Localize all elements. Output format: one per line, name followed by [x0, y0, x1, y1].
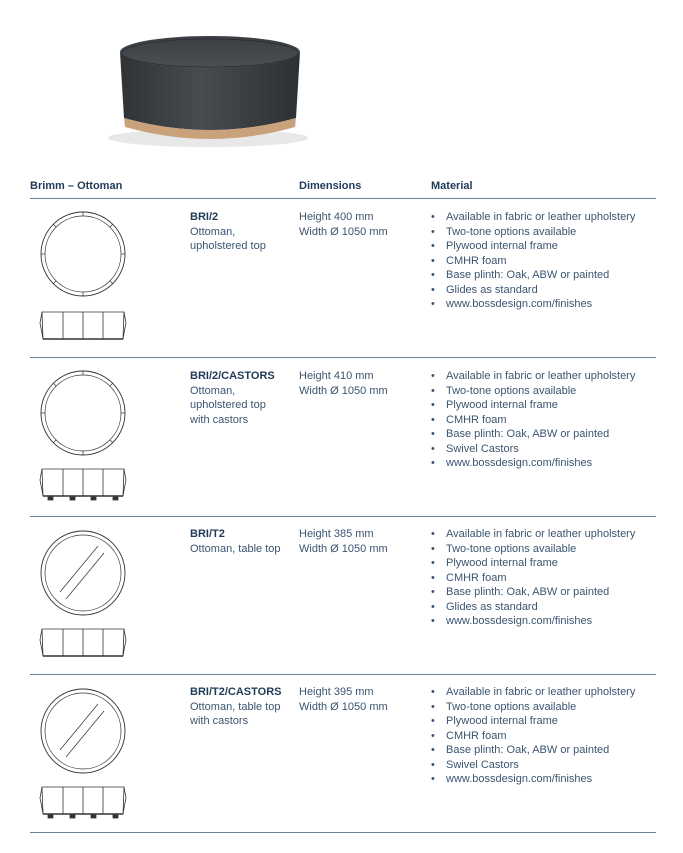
material-item: • Available in fabric or leather upholstery — [431, 210, 656, 225]
dimensions — [299, 210, 419, 239]
dimensions — [299, 527, 419, 556]
material-list — [431, 369, 656, 471]
ottoman-top-view-icon — [41, 371, 125, 455]
product-row — [30, 516, 656, 675]
material-item: • Glides as standard — [431, 283, 656, 298]
drawings — [30, 358, 150, 516]
finishes-link[interactable]: • www.bossdesign.com/finishes — [431, 614, 656, 629]
ottoman-side-view-castors-icon — [40, 469, 126, 500]
ottoman-side-view-castors-icon — [40, 787, 126, 818]
model-info — [190, 685, 300, 729]
material-list — [431, 685, 656, 787]
finishes-link[interactable]: • www.bossdesign.com/finishes — [431, 772, 656, 787]
ottoman-side-view-icon — [40, 312, 126, 339]
product-row — [30, 358, 656, 517]
material-item: • Two-tone options available — [431, 384, 656, 399]
model-description: with castors — [190, 413, 249, 426]
material-item: • Two-tone options available — [431, 225, 656, 240]
model-description: upholstered top — [190, 240, 266, 252]
product-row — [30, 674, 656, 833]
material-item: • Available in fabric or leather upholstery — [431, 527, 656, 542]
material-item: • Base plinth: Oak, ABW or painted — [431, 743, 656, 758]
material-item: • Plywood internal frame — [431, 714, 656, 729]
material-item: • Swivel Castors — [431, 442, 656, 457]
height-value: Height 400 mm — [299, 211, 374, 223]
model-info — [190, 527, 300, 556]
model-description: Ottoman, table top — [190, 700, 281, 713]
drawings — [30, 199, 150, 357]
material-item: • Base plinth: Oak, ABW or painted — [431, 427, 656, 442]
material-item: • Two-tone options available — [431, 700, 656, 715]
material-item: • CMHR foam — [431, 413, 656, 428]
material-item: • Base plinth: Oak, ABW or painted — [431, 268, 656, 283]
width-value: Width Ø 1050 mm — [299, 542, 388, 555]
finishes-link[interactable]: • www.bossdesign.com/finishes — [431, 297, 656, 312]
height-value: Height 395 mm — [299, 686, 374, 698]
dimensions — [299, 685, 419, 714]
ottoman-top-view-icon — [41, 212, 125, 296]
product-row — [30, 199, 656, 358]
table-top-view-icon — [41, 531, 125, 615]
width-value: Width Ø 1050 mm — [299, 225, 388, 238]
model-description: with castors — [190, 715, 249, 727]
material-item: • Plywood internal frame — [431, 239, 656, 254]
dimensions — [299, 369, 419, 398]
finishes-link[interactable]: • www.bossdesign.com/finishes — [431, 456, 656, 471]
model-description: Ottoman, — [190, 225, 236, 238]
width-value: Width Ø 1050 mm — [299, 700, 388, 713]
model-code: BRI/T2 — [190, 528, 225, 540]
height-value: Height 410 mm — [299, 370, 374, 382]
table-top-view-icon — [41, 689, 125, 773]
model-code: BRI/T2/CASTORS — [190, 686, 282, 698]
model-info — [190, 210, 300, 254]
table-header — [30, 174, 656, 199]
material-item: • Base plinth: Oak, ABW or painted — [431, 585, 656, 600]
material-item: • Plywood internal frame — [431, 556, 656, 571]
material-item: • CMHR foam — [431, 729, 656, 744]
model-code: BRI/2 — [190, 211, 219, 223]
material-list — [431, 527, 656, 629]
material-item: • Available in fabric or leather upholstery — [431, 369, 656, 384]
model-description: Ottoman, — [190, 384, 236, 397]
width-value: Width Ø 1050 mm — [299, 384, 388, 397]
material-item: • Two-tone options available — [431, 542, 656, 557]
model-description: upholstered top — [190, 399, 266, 411]
material-list — [431, 210, 656, 312]
material-item: • Swivel Castors — [431, 758, 656, 773]
height-value: Height 385 mm — [299, 528, 374, 540]
ottoman-side-view-icon — [40, 629, 126, 656]
drawings — [30, 674, 150, 832]
product-column-heading: Brimm – Ottoman — [30, 180, 123, 192]
drawings — [30, 516, 150, 674]
material-column-heading: Material — [431, 180, 473, 192]
model-info — [190, 369, 300, 427]
material-item: • Glides as standard — [431, 600, 656, 615]
material-item: • Plywood internal frame — [431, 398, 656, 413]
model-code: BRI/2/CASTORS — [190, 370, 275, 382]
ottoman-photo — [100, 30, 320, 150]
material-item: • Available in fabric or leather upholstery — [431, 685, 656, 700]
model-description: Ottoman, table top — [190, 542, 281, 555]
material-item: • CMHR foam — [431, 571, 656, 586]
material-item: • CMHR foam — [431, 254, 656, 269]
dimensions-column-heading: Dimensions — [299, 180, 362, 192]
